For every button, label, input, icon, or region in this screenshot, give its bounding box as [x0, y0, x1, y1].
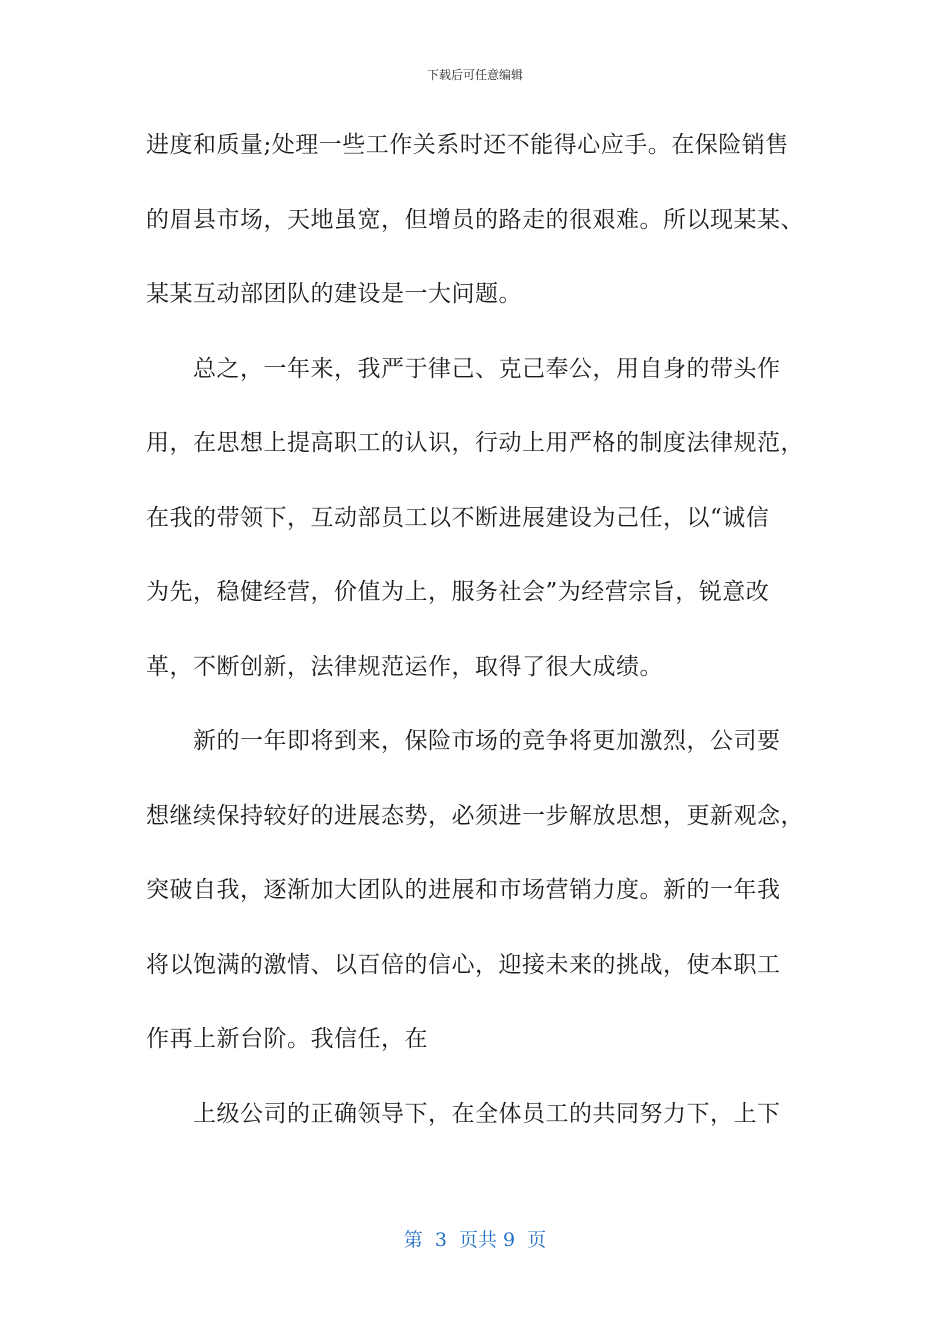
page-number-footer: 第 3 页共 9 页	[403, 1229, 547, 1251]
text-line: 想继续保持较好的进展态势，必须进一步解放思想，更新观念，	[146, 802, 804, 829]
text-line: 的眉县市场，天地虽宽，但增员的路走的很艰难。所以现某某、	[146, 206, 804, 233]
text-line: 某某互动部团队的建设是一大问题。	[146, 281, 522, 307]
page-header: 下载后可任意编辑	[426, 68, 523, 82]
paragraph-start-line: 上级公司的正确领导下，在全体员工的共同努力下，上下	[193, 1100, 781, 1127]
text-line: 为先，稳健经营，价值为上，服务社会”为经营宗旨，锐意改	[146, 579, 770, 605]
text-line: 作再上新台阶。我信任，在	[146, 1026, 428, 1052]
text-line: 突破自我，逐渐加大团队的进展和市场营销力度。新的一年我	[146, 877, 781, 903]
text-line: 在我的带领下，互动部员工以不断进展建设为己任，以“诚信	[146, 504, 770, 531]
text-line: 革，不断创新，法律规范运作，取得了很大成绩。	[146, 653, 663, 680]
text-line: 将以饱满的激情、以百倍的信心，迎接未来的挑战，使本职工	[146, 951, 781, 978]
text-line: 用，在思想上提高职工的认识，行动上用严格的制度法律规范，	[146, 430, 804, 456]
paragraph-start-line: 新的一年即将到来，保险市场的竞争将更加激烈，公司要	[193, 728, 781, 754]
paragraph-start-line: 总之，一年来，我严于律己、克己奉公，用自身的带头作	[193, 355, 781, 382]
document-body	[146, 122, 810, 1165]
text-line: 进度和质量;处理一些工作关系时还不能得心应手。在保险销售	[146, 132, 789, 158]
